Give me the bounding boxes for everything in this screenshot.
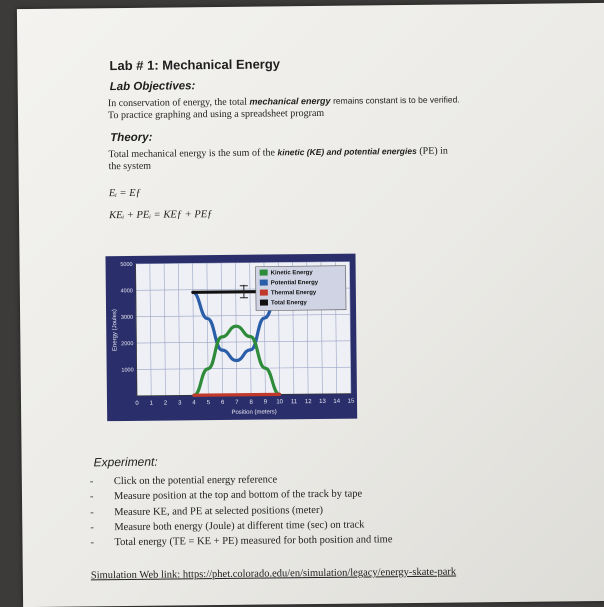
x-tick-label: 12	[304, 399, 312, 406]
theory-heading: Theory:	[110, 131, 153, 145]
x-tick-label: 13	[319, 398, 326, 405]
page-title: Lab # 1: Mechanical Energy	[109, 56, 281, 74]
energy-chart-svg	[105, 254, 357, 422]
bullet-dash: -	[90, 506, 94, 518]
objectives-heading: Lab Objectives:	[109, 80, 196, 94]
y-tick-label: 1000	[121, 367, 134, 374]
theory-line-1-end: (PE) in	[419, 145, 448, 157]
list-item-text: Measure position at the top and bottom of the track by tape	[113, 488, 363, 503]
theory-line-1	[108, 146, 448, 161]
x-tick-label: 10	[276, 399, 284, 406]
x-tick-label: 3	[178, 400, 182, 407]
x-tick-label: 6	[220, 399, 225, 406]
x-tick-label: 11	[290, 399, 298, 406]
x-tick-label: 2	[163, 400, 168, 407]
legend-swatch	[260, 279, 268, 285]
bullet-dash: -	[89, 491, 94, 503]
bullet-dash: -	[90, 537, 95, 549]
x-tick-label: 7	[235, 399, 239, 406]
list-item-text: Total energy (TE = KE + PE) measured for both position and time	[114, 534, 393, 549]
x-tick-label: 8	[249, 399, 253, 406]
simulation-link-label: Simulation Web link:	[90, 569, 183, 582]
x-tick-label: 4	[192, 400, 196, 407]
objectives-emphasis: mechanical energy	[249, 95, 331, 107]
x-tick-label: 5	[206, 400, 211, 407]
list-item-text: Measure both energy (Joule) at different time (sec) on track	[114, 519, 365, 534]
legend-swatch	[260, 299, 268, 305]
x-tick-label: 0	[135, 400, 139, 407]
list-item	[90, 532, 392, 550]
y-tick-label: 2000	[121, 341, 134, 348]
experiment-list	[90, 471, 393, 551]
objectives-line-2: To practice graphing and using a spreadsheet program	[107, 107, 325, 122]
legend-label: Potential Energy	[270, 279, 319, 287]
theory-emphasis: kinetic (KE) and potential energies	[277, 145, 417, 158]
simulation-link[interactable]: https://phet.colorado.edu/en/simulation/legacy/energy-skate-park	[182, 566, 457, 581]
y-tick-label: 5000	[120, 261, 133, 269]
energy-skate-park-chart	[105, 254, 357, 422]
legend-label: Kinetic Energy	[270, 270, 313, 277]
legend-label: Thermal Energy	[270, 289, 317, 297]
list-item-text: Click on the potential energy reference	[113, 474, 278, 488]
theory-line-1-start: Total mechanical energy is the sum of the	[108, 147, 276, 161]
page-content	[79, 46, 549, 582]
series-line	[194, 394, 280, 395]
y-tick-label: 4000	[120, 288, 133, 295]
legend-label: Total Energy	[270, 300, 307, 307]
bullet-dash: -	[90, 522, 94, 534]
document-page	[17, 3, 604, 607]
x-tick-label: 15	[347, 398, 355, 405]
legend-swatch	[260, 269, 268, 275]
bullet-dash: -	[89, 476, 94, 488]
simulation-link-line[interactable]	[91, 567, 456, 582]
experiment-heading: Experiment:	[93, 454, 158, 470]
x-tick-label: 9	[263, 399, 268, 406]
theory-line-2: the system	[108, 160, 152, 173]
objectives-line-1-start: In conservation of energy, the total	[107, 96, 248, 110]
objectives-line-1	[108, 94, 460, 109]
y-axis-label: Energy (Joules)	[112, 309, 119, 352]
y-tick-label: 3000	[120, 314, 134, 321]
equation-energy: Eᵢ = Eƒ	[108, 187, 141, 200]
objectives-line-1-end: remains constant is to be verified.	[332, 94, 460, 106]
x-axis-label: Position (meters)	[231, 409, 277, 416]
equation-ke-pe: KEᵢ + PEᵢ = KEƒ + PEƒ	[108, 209, 213, 222]
x-tick-label: 1	[149, 400, 153, 407]
list-item-text: Measure KE, and PE at selected positions (meter)	[114, 504, 323, 518]
legend-swatch	[260, 289, 268, 295]
list-item	[90, 487, 392, 505]
x-tick-label: 14	[333, 398, 341, 405]
